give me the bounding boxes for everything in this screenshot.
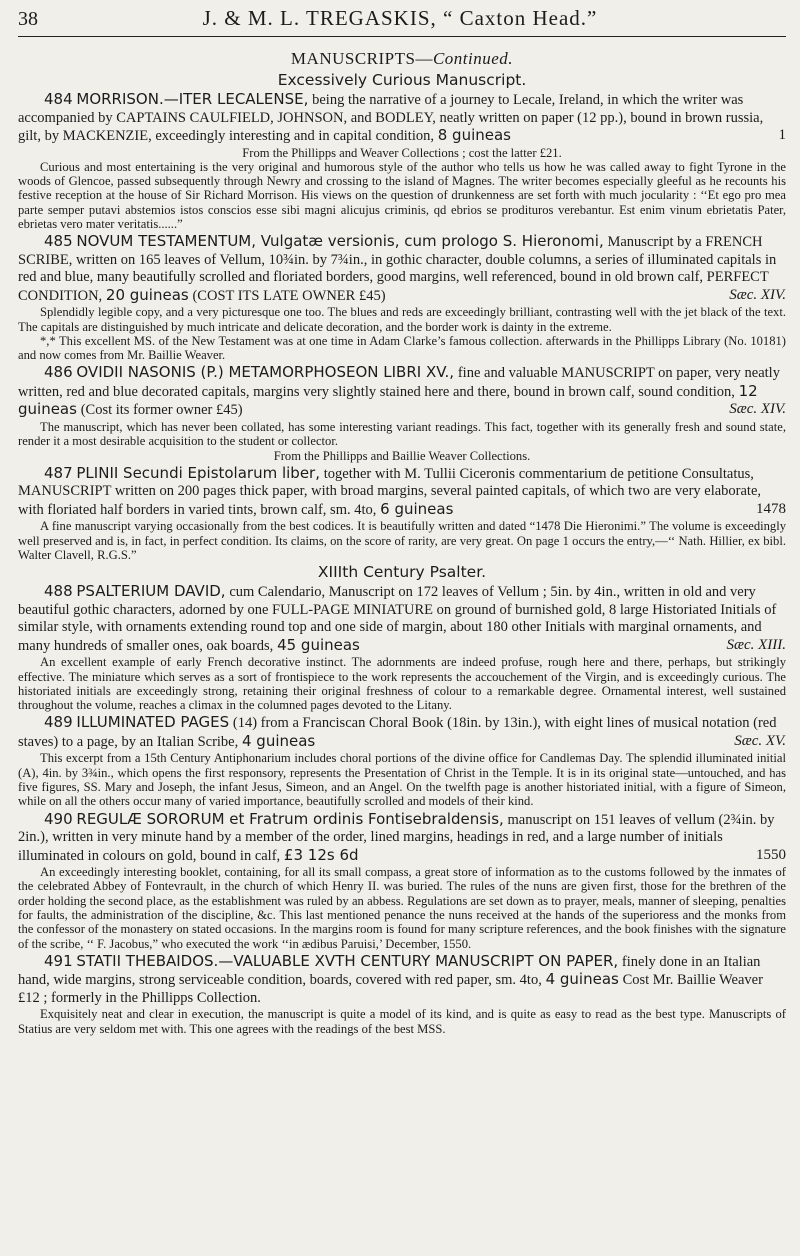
page-header [18, 6, 786, 37]
entry-title: MORRISON.—ITER LECALENSE, [76, 90, 309, 108]
entry-488 [18, 583, 786, 712]
entry-heading [18, 465, 786, 520]
entry-heading [18, 364, 786, 420]
entry-number: 485 [44, 232, 73, 251]
entry-price: 12 guineas [18, 381, 758, 419]
page-number: 38 [18, 8, 38, 30]
entry-title: REGULÆ SORORUM et Fratrum ordinis Fontisebraldensis, [76, 809, 504, 828]
entry-heading [18, 233, 786, 305]
entry-note: Exquisitely neat and clear in execution, the manuscript is quite a model of its kind, and is quite as easy to read as the best type. Manuscripts of Statius are very seldom met with. This one agrees with the readings of the best MSS. [18, 1007, 786, 1036]
entry-486 [18, 364, 786, 462]
entry-number: 487 [44, 463, 73, 482]
entry-title: NOVUM TESTAMENTUM, Vulgatæ versionis, cum prologo S. Hieronomi, [76, 232, 604, 251]
entry-number: 486 [44, 363, 73, 382]
entry-heading [18, 953, 786, 1008]
entry-provenance: From the Phillipps and Baillie Weaver Collections. [273, 448, 531, 463]
entry-price: 4 guineas [242, 731, 316, 750]
entry-note: Splendidly legible copy, and a very picturesque one too. The blues and reds are exceedingly brilliant, contrasting well with the jet black of the text. The capitals are distinguished by much intricate and delicate decoration, and the border work is dainty in the extreme. [18, 305, 786, 334]
entry-title: PLINII Secundi Epistolarum liber, [76, 463, 320, 482]
entry-year: 1550 [756, 846, 786, 863]
entry-note: A fine manuscript varying occasionally from the best codices. It is beautifully written and dated “1478 Die Hieronimi.” The volume is exceedingly well preserved and is, in fact, in perfect condition. Its claims, on the score of rarity, are very great. On page 1 occurs the entry,—‘‘ Nath. Hillier, ex bibl. Walter Clavell, R.G.S.” [18, 519, 786, 562]
subhead-xiii-century: XIIIth Century Psalter. [317, 563, 487, 582]
subhead-curious: Excessively Curious Manuscript. [277, 71, 527, 89]
entry-cost-note: (COST ITS LATE OWNER £45) [192, 287, 386, 304]
entry-century: Sæc. XIV. [729, 401, 786, 418]
entry-number: 484 [44, 90, 73, 108]
entry-heading [18, 91, 786, 146]
entry-title: PSALTERIUM DAVID, [76, 582, 226, 601]
entry-484 [18, 91, 786, 231]
entry-490 [18, 811, 786, 951]
entry-note: Curious and most entertaining is the very original and humorous style of the author who tells us how he was called away to fight Tyrone in the woods of Glencoe, passed subsequently through Newry and crossing to the island of Magnes. The writer becomes especially gleeful as he recounts his festive reception at the house of Sir Richard Morrison. His views on the question of drunkenness are set forth with much jocularity : ‘‘Et ego pro mea parte semper putavi abstemios istos conscios esse sibi magni alicujus criminis, qd ebrios se prodituros verebantur. Est enim vinum ebrietatis Pater, ebrietas vero mater veritatis......” [18, 159, 786, 231]
entry-number: 490 [44, 809, 73, 828]
entry-number: 491 [44, 951, 73, 970]
entry-title: STATII THEBAIDOS.—VALUABLE XVTH CENTURY MANUSCRIPT ON PAPER, [76, 951, 619, 970]
entry-491 [18, 953, 786, 1036]
entry-century: Sæc. XV. [734, 732, 786, 749]
entry-description: cum Calendario, Manuscript on 172 leaves of Vellum ; 5in. by 4in., written in old and very beautiful gothic characters, adorned by one FULL-PAGE MINIATURE on ground of burnished gold, 8 large Historiated Initials of similar style, with ornaments extending round top and one side of margin, about 180 other Initials with marginal ornaments, and many hundreds of smaller ones, oak boards, [18, 584, 777, 654]
entry-description: Manuscript by a FRENCH SCRIBE, written on 165 leaves of Vellum, 10¾in. by 7¾in., in gothic character, double columns, a series of illuminated capitals in red and blue, many beautifully scrolled and floriated borders, good margins, well referenced, bound in old brown calf, PERFECT CONDITION, [18, 234, 777, 304]
entry-note: This excerpt from a 15th Century Antiphonarium includes choral portions of the divine office for Candlemas Day. The splendid illuminated initial (A), 4in. by 3¾in., which opens the first responsory, represents the Presentation of Christ in the Temple. It is in its original state—untouched, and has five figures, SS. Mary and Joseph, the infant Jesus, Simeon, and an Angel. On the twelfth page is another historiated initial, with a figure of Simeon, while on all the others occur many of varied importance, beautifully scrolled and models of their kind. [18, 751, 786, 809]
entry-description: fine and valuable MANUSCRIPT on paper, very neatly written, red and blue decorated capitals, margins very slightly stained here and there, bound in brown calf, sound condition, [18, 365, 780, 400]
running-head: J. & M. L. TREGASKIS, “ Caxton Head.” [202, 6, 598, 30]
entry-number: 488 [44, 582, 73, 601]
entry-cost-note: (Cost its former owner £45) [80, 402, 243, 419]
entry-price: £3 12s 6d [283, 845, 359, 864]
entry-description: together with M. Tullii Ciceronis commentarium de petitione Consultatus, MANUSCRIPT written on 200 pages thick paper, with broad margins, several painted capitals, of which two are very elaborate, with floriated half borders in varied tints, brown calf, sm. 4to, [18, 465, 762, 518]
entry-number: 489 [44, 713, 73, 732]
entry-heading [18, 583, 786, 655]
entry-price: 4 guineas [545, 970, 619, 989]
entry-485 [18, 233, 786, 362]
entry-price: 8 guineas [437, 126, 511, 144]
entry-century: Sæc. XIII. [726, 636, 786, 653]
entry-price: 20 guineas [105, 285, 189, 304]
entry-price: 45 guineas [277, 635, 360, 654]
entry-title: OVIDII NASONIS (P.) METAMORPHOSEON LIBRI XV., [76, 363, 455, 382]
entry-description: (14) from a Franciscan Choral Book (18in. by 13in.), with eight lines of musical notation (red staves) to a page, by an Italian Scribe, [18, 715, 777, 750]
entry-note-2: *,* This excellent MS. of the New Testament was at one time in Adam Clarke’s famous collection. afterwards in the Phillipps Library (No. 10181) and now comes from Mr. Baillie Weaver. [18, 333, 786, 363]
entry-heading [18, 714, 786, 751]
entry-note: An exceedingly interesting booklet, containing, for all its small compass, a great store of information as to the customs followed by the inmates of the celebrated Abbey of Fontevrault, in the church of which Henry II. was buried. The rules of the nuns are given first, those for the brethren of the order holding the second place, as the establishment was ruled by an abbess. Regulations are set down as to prayer, meals, manner of sleeping, penalties for faults, the administration of the discipline, &c. This last mentioned penance the nuns received at the hands of the superioress and the monks from the confessor of the monastery on stated occasions. In the margins room is found for many scripture references, and the book finishes with the signature of the scribe, ‘‘ F. Jacobus,” who executed the work ‘‘in ædibus Paruisi,’ December, 1550. [18, 865, 786, 951]
entry-year: 1478 [756, 500, 786, 517]
entry-description: being the narrative of a journey to Lecale, Ireland, in which the writer was accompanied by CAPTAINS CAULFIELD, JOHNSON, and BODLEY, neatly written on paper (12 pp.), bound in brown russia, gilt, by MACKENZIE, exceedingly interesting and in capital condition, [18, 92, 764, 144]
entry-description: manuscript on 151 leaves of vellum (2¾in. by 2in.), written in very minute hand by a member of the order, lined margins, headings in red, and a large number of initials illuminated in colours on gold, bound in calf, [18, 811, 775, 864]
entry-provenance: From the Phillipps and Weaver Collections ; cost the latter £21. [242, 145, 562, 160]
entry-century: Sæc. XIV. [729, 286, 786, 303]
entry-note: An excellent example of early French decorative instinct. The adornments are indeed profuse, rough here and there, perhaps, but strikingly effective. The miniature which serves as a sort of frontispiece to the work represents the accouchement of the Virgin, and is exceedingly curious. The historiated initials are exceedingly strong, retaining their original freshness of colour to a remarkable degree. Ornamental interest, well sustained throughout the volume, reaches a climax in the columned pages devoted to the Litany. [18, 655, 786, 713]
entry-title: ILLUMINATED PAGES [76, 713, 230, 732]
section-title-text: MANUSCRIPTS— [290, 49, 433, 68]
entry-heading [18, 811, 786, 866]
section-title [18, 49, 786, 69]
entry-year: 1 [778, 127, 786, 143]
entry-description: finely done in an Italian hand, wide margins, strong serviceable condition, boards, covered with red paper, sm. 4to, [18, 953, 761, 989]
entry-price: 6 guineas [380, 499, 454, 518]
entry-487 [18, 465, 786, 562]
section-continued: Continued. [432, 49, 514, 68]
entry-cost-note: Cost Mr. Baillie Weaver £12 ; formerly in the Phillipps Collection. [18, 972, 763, 1006]
entry-note: The manuscript, which has never been collated, has some interesting variant readings. This fact, together with its generally fresh and sound state, render it a most desirable acquisition to the student or collector. [18, 419, 786, 449]
entry-489 [18, 714, 786, 808]
